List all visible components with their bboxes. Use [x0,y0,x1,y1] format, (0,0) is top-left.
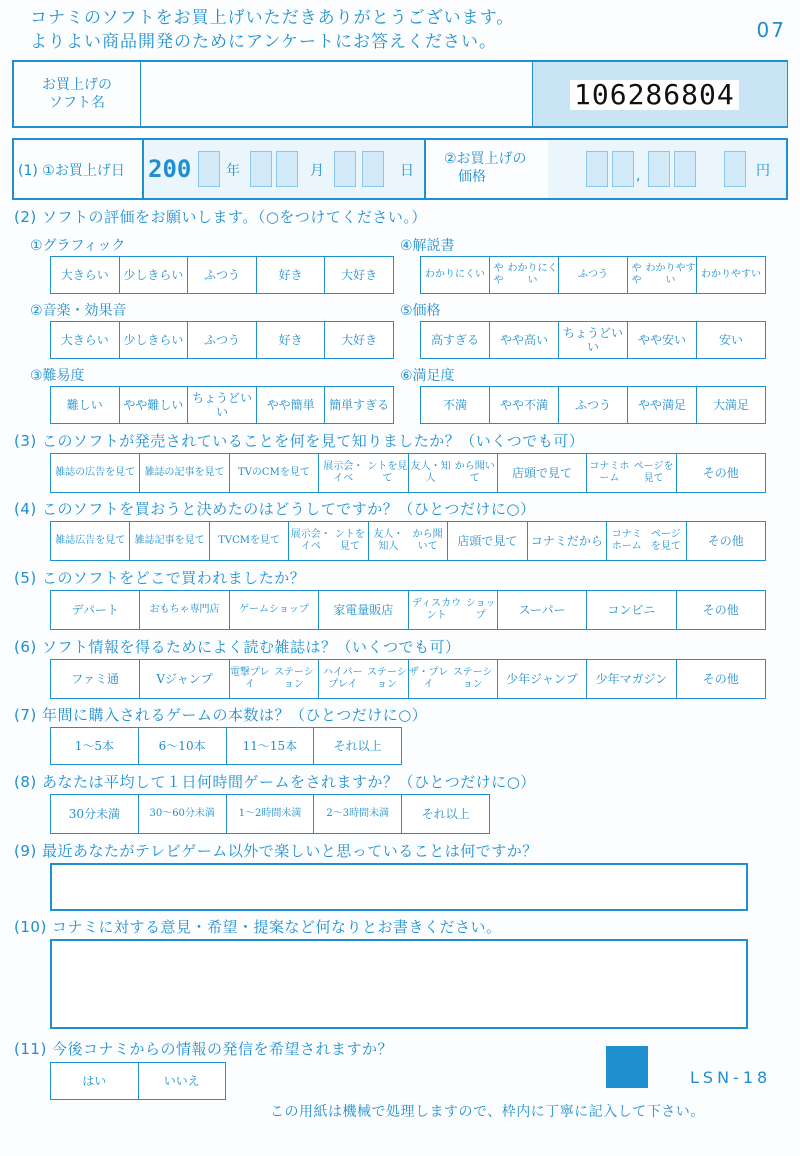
option-label: 友人・知人 [410,461,451,484]
option-label: 6〜10本 [158,739,206,753]
option-cell[interactable] [139,1063,226,1099]
option-cell[interactable] [319,591,408,629]
option-label: ントを見て [367,461,408,484]
software-label-line1: お買上げの [42,77,112,93]
software-name-label [14,62,141,126]
option-cell[interactable] [697,257,765,293]
option-label: 大きらい [60,268,109,282]
q2-satisfaction-label: ⑥満足度 [400,368,455,384]
option-label: 家電量販店 [333,603,394,617]
day-unit: 日 [400,163,414,179]
q2-difficulty-options [50,386,394,424]
option-cell[interactable] [498,591,587,629]
option-label: ふつう [203,333,240,347]
option-label: コナミだから [530,534,603,548]
option-cell[interactable] [227,728,315,764]
option-label: 大満足 [712,398,749,412]
option-label: ちょうどいい [562,326,623,354]
option-cell[interactable] [607,522,686,560]
q2-manual-options [420,256,766,294]
option-label: から聞いて [454,461,495,484]
option-cell[interactable] [51,591,140,629]
option-label: 専門店 [189,604,220,615]
q5-title: (5) このソフトをどこで買われましたか？ [14,569,306,587]
option-cell[interactable] [409,660,498,698]
q6-title: (6) ソフト情報を得るためによく読む雑誌は？（いくつでも可） [14,638,461,656]
option-label: を見て [194,467,225,478]
option-label: 未満 [194,808,215,819]
option-label: わかりやすい [645,263,696,286]
option-label: コンビニ [607,603,656,617]
option-label: Vジャンプ [156,672,213,686]
option-cell[interactable] [120,257,189,293]
price-digit[interactable] [674,151,696,187]
option-label: ゲーム [239,604,270,615]
option-label: 11〜15本 [242,739,298,753]
option-cell[interactable] [139,795,227,833]
option-label: やや [493,263,504,286]
option-cell[interactable] [139,728,227,764]
year-prefix: 200 [148,155,192,183]
option-label: 展示会・イベ [290,529,331,552]
footer-note: この用紙は機械で処理しますので、枠内に丁寧に記入して下さい。 [270,1104,705,1120]
option-cell[interactable] [227,795,315,833]
option-label: 2〜3時間 [326,808,370,819]
option-cell[interactable] [677,660,765,698]
option-label: やや安い [637,333,686,347]
option-label: 好き [278,268,303,282]
option-label: ふつう [578,269,608,280]
option-label: 電撃プレイ [229,667,270,690]
option-cell[interactable] [587,591,676,629]
option-label: わかりにくい [425,269,485,280]
option-label: 難しい [66,398,103,412]
option-cell[interactable] [210,522,289,560]
option-cell[interactable] [421,257,490,293]
option-cell[interactable] [677,591,765,629]
option-label: 未満 [369,808,390,819]
option-label: 大きらい [60,333,109,347]
purchase-date-label: (1) ①お買上げ日 [18,163,125,179]
option-label: TVCM [218,535,250,546]
option-cell[interactable] [559,257,628,293]
serial-number: 106286804 [570,80,739,110]
option-label: を見て [279,467,310,478]
option-cell[interactable] [559,322,628,358]
option-label: を見て [249,535,280,546]
q3-title: (3) このソフトが発売されていることを何を見て知りましたか？（いくつでも可） [14,432,585,450]
q2-satisfaction-options [420,386,766,424]
q11-options [50,1062,226,1100]
option-label: ハイパープレイ [322,667,363,690]
option-cell[interactable] [628,322,697,358]
option-cell[interactable] [130,522,209,560]
price-label-line2: 価格 [458,169,486,185]
option-cell[interactable] [325,387,393,423]
option-cell[interactable] [120,322,189,358]
option-cell[interactable] [188,257,257,293]
option-cell[interactable] [559,387,628,423]
option-label: わかりにくい [507,263,558,286]
form-code: LSN-18 [690,1068,772,1087]
option-label: 未満 [281,808,302,819]
option-cell[interactable] [51,1063,139,1099]
q2-title: (2) ソフトの評価をお願いします。（○をつけてください。） [14,208,427,226]
q11-title: (11) 今後コナミからの情報の発信を希望されますか？ [14,1040,394,1058]
option-label: 1〜5本 [74,739,115,753]
option-label: おもちゃ [149,604,190,615]
option-label: やや難しい [123,398,184,412]
option-label: コナミホーム [589,461,630,484]
option-cell[interactable] [140,591,229,629]
q6-options [50,659,766,699]
option-cell[interactable] [490,257,559,293]
option-cell[interactable] [528,522,607,560]
option-cell[interactable] [587,660,676,698]
option-cell[interactable] [314,728,401,764]
option-label: ファミ通 [71,672,120,686]
year-unit: 年 [226,163,240,179]
option-cell[interactable] [490,322,559,358]
option-cell[interactable] [230,591,319,629]
software-label-line2: ソフト名 [49,95,105,111]
option-label: ショップ [465,598,496,621]
option-label: ページを見て [650,529,681,552]
option-cell[interactable] [188,322,257,358]
option-label: デパート [71,603,119,617]
software-name-field[interactable] [142,62,530,126]
option-label: 雑誌の記事 [144,467,195,478]
price-label-line1: ②お買上げの [444,151,527,167]
year-digit[interactable] [198,151,220,187]
option-label: 30分未満 [68,807,121,821]
option-label: その他 [702,672,739,686]
price-digit[interactable] [612,151,634,187]
option-label: を見て [174,535,205,546]
option-cell[interactable] [421,322,490,358]
option-label: 少年マガジン [595,672,668,686]
option-cell[interactable] [120,387,189,423]
option-cell[interactable] [188,387,257,423]
option-cell[interactable] [687,522,765,560]
option-label: やや [631,263,642,286]
price-digit[interactable] [586,151,608,187]
option-label: 大好き [341,268,378,282]
option-cell[interactable] [498,454,587,492]
option-cell[interactable] [628,387,697,423]
option-cell[interactable] [628,257,697,293]
option-cell[interactable] [697,322,765,358]
option-cell[interactable] [257,322,326,358]
option-label: いいえ [163,1074,200,1088]
option-cell[interactable] [51,257,120,293]
option-cell[interactable] [498,660,587,698]
option-label: それ以上 [421,807,470,821]
q2-price-label: ⑤価格 [400,303,441,319]
option-label: ページを見て [633,461,674,484]
option-label: それ以上 [333,739,382,753]
option-cell[interactable] [51,795,139,833]
option-cell[interactable] [319,454,408,492]
option-cell[interactable] [51,387,120,423]
option-label: ザ・プレイ [408,667,449,690]
option-label: 不満 [442,398,467,412]
option-label: 雑誌記事 [134,535,175,546]
price-comma: , [636,168,641,184]
option-label: ふつう [574,398,611,412]
option-cell[interactable] [421,387,490,423]
option-cell[interactable] [409,454,498,492]
option-cell[interactable] [490,387,559,423]
option-label: スーパー [518,603,566,617]
option-cell[interactable] [369,522,448,560]
option-cell[interactable] [140,660,229,698]
month-digit[interactable] [250,151,272,187]
q2-graphics-label: ①グラフィック [30,238,126,254]
option-cell[interactable] [257,387,326,423]
option-label: ちょうどいい [191,391,252,419]
option-label: やや不満 [499,398,548,412]
q4-title: (4) このソフトを買おうと決めたのはどうしてですか？（ひとつだけに○） [14,500,536,518]
option-label: 少年ジャンプ [506,672,578,686]
option-label: ショップ [269,604,309,615]
option-cell[interactable] [402,795,489,833]
option-label: ふつう [203,268,240,282]
option-label: 好き [278,333,303,347]
option-label: やや簡単 [266,398,315,412]
price-unit: 円 [756,163,770,179]
header-line-1: コナミのソフトをお買上げいただきありがとうございます。 [30,8,515,28]
option-cell[interactable] [51,322,120,358]
divider [424,140,426,198]
option-label: 展示会・イベ [323,461,364,484]
q2-sound-options [50,321,394,359]
option-label: 安い [718,333,743,347]
price-digit[interactable] [648,151,670,187]
option-cell[interactable] [319,660,408,698]
option-label: を見て [95,535,126,546]
q2-difficulty-label: ③難易度 [30,368,85,384]
option-label: コナミホーム [611,529,642,552]
option-label: 少しきらい [123,333,184,347]
option-cell[interactable] [257,257,326,293]
registration-mark [606,1046,648,1088]
option-label: 雑誌の広告 [55,467,106,478]
option-label: ステーション [274,667,314,690]
option-cell[interactable] [51,454,140,492]
price-label [444,150,527,186]
option-label: 店頭で見て [512,466,573,480]
price-digit[interactable] [724,151,746,187]
option-label: ントを見て [334,529,365,552]
option-label: 高すぎる [430,333,479,347]
option-cell[interactable] [230,454,319,492]
option-cell[interactable] [448,522,527,560]
q10-answer-box[interactable] [50,939,748,1029]
option-label: 大好き [341,333,378,347]
option-label: 30〜60分 [149,808,195,819]
option-cell[interactable] [409,591,498,629]
q2-sound-label: ②音楽・効果音 [30,303,127,319]
option-label: ステーション [367,667,407,690]
option-cell[interactable] [587,454,676,492]
option-cell[interactable] [230,660,319,698]
option-label: 少しきらい [123,268,184,282]
day-digit[interactable] [362,151,384,187]
q7-title: (7) 年間に購入されるゲームの本数は？（ひとつだけに○） [14,706,428,724]
q7-options [50,727,402,765]
q10-title: (10) コナミに対する意見・希望・提案など何なりとお書きください。 [14,918,502,936]
option-label: その他 [702,603,739,617]
q8-options [50,794,490,834]
option-label: 友人・知人 [373,529,404,552]
q2-graphics-options [50,256,394,294]
q5-options [50,590,766,630]
option-cell[interactable] [289,522,368,560]
option-label: から聞いて [412,529,443,552]
option-cell[interactable] [677,454,765,492]
month-digit[interactable] [276,151,298,187]
option-cell[interactable] [140,454,229,492]
q2-price-options [420,321,766,359]
q9-title: (9) 最近あなたがテレビゲーム以外で楽しいと思っていることは何ですか？ [14,842,538,860]
option-label: ステーション [452,667,493,690]
header-line-2: よりよい商品開発のためにアンケートにお答えください。 [30,32,497,52]
option-cell[interactable] [325,322,393,358]
option-label: やや満足 [637,398,686,412]
option-label: はい [82,1074,107,1088]
option-label: 店頭で見て [457,534,518,548]
day-digit[interactable] [334,151,356,187]
form-number: 07 [756,18,786,42]
option-label: TVのCM [238,467,280,478]
option-label: を見て [105,467,136,478]
option-label: その他 [702,466,739,480]
month-unit: 月 [310,163,324,179]
q4-options [50,521,766,561]
option-label: 1〜2時間 [238,808,282,819]
option-label: やや高い [499,333,548,347]
option-cell[interactable] [51,660,140,698]
option-label: 雑誌広告 [55,535,96,546]
q3-options [50,453,766,493]
option-cell[interactable] [314,795,402,833]
option-label: わかりやすい [701,269,761,280]
option-cell[interactable] [697,387,765,423]
option-cell[interactable] [51,728,139,764]
q2-manual-label: ④解説書 [400,238,455,254]
q8-title: (8) あなたは平均して１日何時間ゲームをされますか？（ひとつだけに○） [14,773,536,791]
option-cell[interactable] [51,522,130,560]
option-label: ディスカウント [411,598,462,621]
option-label: 簡単すぎる [329,398,390,412]
option-label: その他 [707,534,744,548]
option-cell[interactable] [325,257,393,293]
q9-answer-box[interactable] [50,863,748,911]
